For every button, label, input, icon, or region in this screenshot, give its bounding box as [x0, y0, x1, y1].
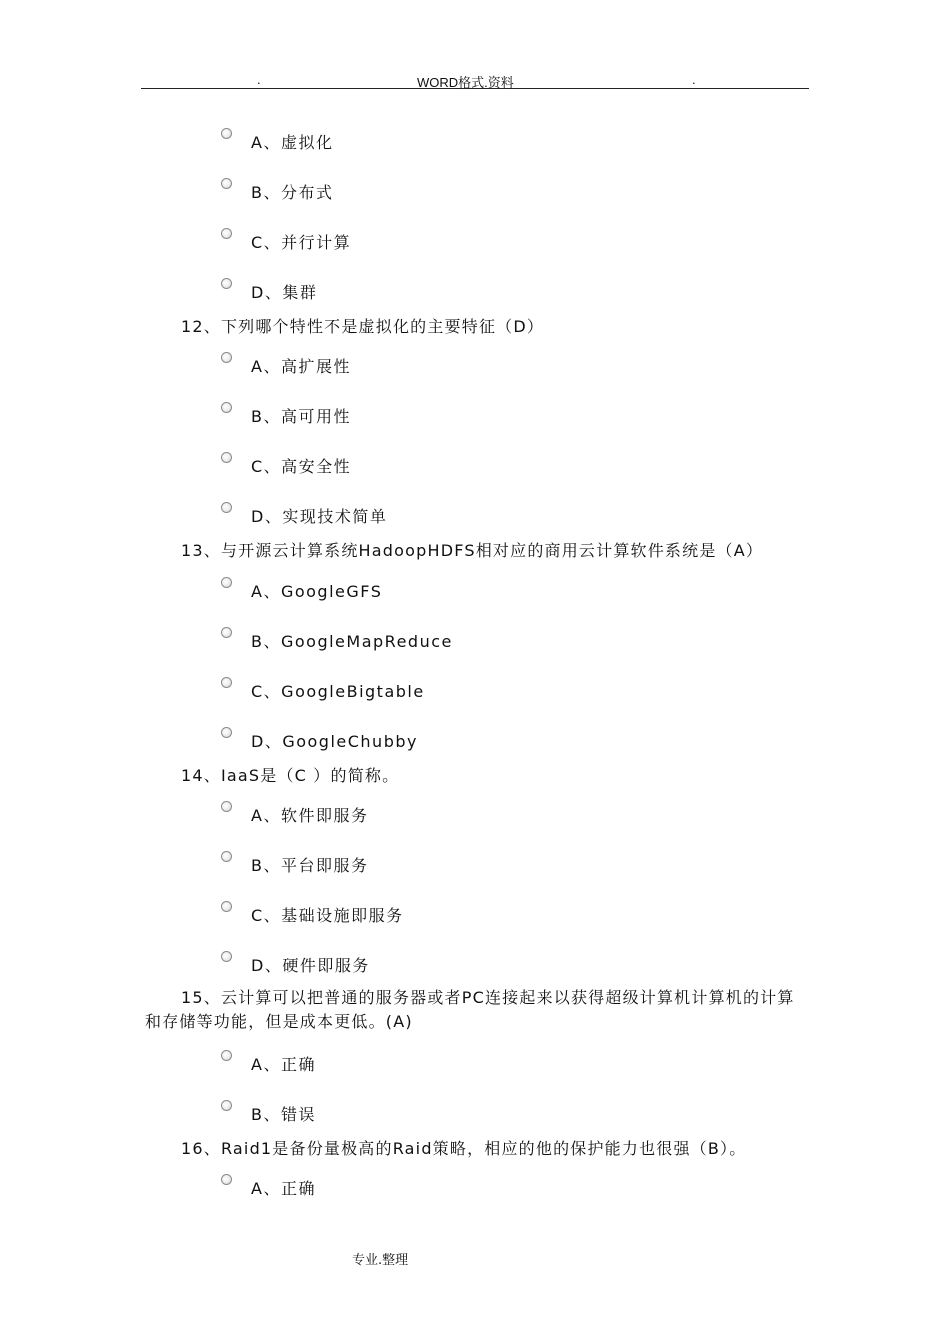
- option-label: C、基础设施即服务: [251, 906, 404, 925]
- option-label: D、实现技术简单: [251, 507, 388, 526]
- q11-option-c[interactable]: [221, 228, 351, 254]
- header-right-mark: .: [692, 72, 696, 87]
- radio-icon[interactable]: [221, 278, 232, 289]
- radio-icon[interactable]: [221, 178, 232, 189]
- radio-icon[interactable]: [221, 1174, 232, 1185]
- radio-icon[interactable]: [221, 801, 232, 812]
- radio-icon[interactable]: [221, 1050, 232, 1061]
- q14-text: 14、IaaS是（C ）的简称。: [181, 766, 400, 785]
- radio-icon[interactable]: [221, 851, 232, 862]
- option-label: A、GoogleGFS: [251, 582, 383, 601]
- header-left-mark: .: [257, 72, 261, 87]
- q13-option-c[interactable]: [221, 677, 425, 703]
- q13-option-a[interactable]: [221, 577, 382, 603]
- q11-option-a[interactable]: [221, 128, 333, 154]
- radio-icon[interactable]: [221, 128, 232, 139]
- q11-option-b[interactable]: [221, 178, 333, 204]
- q14-option-d[interactable]: [221, 951, 370, 977]
- page-footer: 专业.整理: [352, 1253, 409, 1268]
- header-title: WORD格式.资料: [417, 75, 514, 90]
- radio-icon[interactable]: [221, 228, 232, 239]
- q12-text: 12、下列哪个特性不是虚拟化的主要特征（D）: [181, 317, 545, 336]
- option-label: D、集群: [251, 283, 318, 302]
- q15-option-a[interactable]: [221, 1050, 316, 1076]
- option-label: A、正确: [251, 1179, 316, 1198]
- radio-icon[interactable]: [221, 402, 232, 413]
- radio-icon[interactable]: [221, 452, 232, 463]
- q13-option-b[interactable]: [221, 627, 453, 653]
- radio-icon[interactable]: [221, 502, 232, 513]
- option-label: B、错误: [251, 1105, 316, 1124]
- option-label: A、正确: [251, 1055, 316, 1074]
- option-label: A、高扩展性: [251, 357, 351, 376]
- q12-option-a[interactable]: [221, 352, 351, 378]
- q13-option-d[interactable]: [221, 727, 418, 753]
- option-label: B、分布式: [251, 183, 334, 202]
- page-header: [141, 66, 809, 89]
- radio-icon[interactable]: [221, 1100, 232, 1111]
- option-label: B、高可用性: [251, 407, 351, 426]
- radio-icon[interactable]: [221, 951, 232, 962]
- radio-icon[interactable]: [221, 727, 232, 738]
- q11-option-d[interactable]: [221, 278, 317, 304]
- radio-icon[interactable]: [221, 352, 232, 363]
- q14-option-c[interactable]: [221, 901, 404, 927]
- q12-option-d[interactable]: [221, 502, 387, 528]
- q16-text: 16、Raid1是备份量极高的Raid策略，相应的他的保护能力也很强（B）。: [181, 1139, 747, 1158]
- q13-text: 13、与开源云计算系统HadoopHDFS相对应的商用云计算软件系统是（A）: [181, 541, 764, 560]
- q14-option-b[interactable]: [221, 851, 368, 877]
- q16-option-a[interactable]: [221, 1174, 316, 1200]
- radio-icon[interactable]: [221, 577, 232, 588]
- option-label: B、平台即服务: [251, 856, 369, 875]
- option-label: C、GoogleBigtable: [251, 682, 425, 701]
- option-label: A、软件即服务: [251, 806, 369, 825]
- q15-option-b[interactable]: [221, 1100, 316, 1126]
- option-label: D、硬件即服务: [251, 956, 370, 975]
- option-label: B、GoogleMapReduce: [251, 632, 453, 651]
- q12-option-c[interactable]: [221, 452, 351, 478]
- q14-option-a[interactable]: [221, 801, 368, 827]
- option-label: D、GoogleChubby: [251, 732, 418, 751]
- option-label: C、高安全性: [251, 457, 352, 476]
- q12-option-b[interactable]: [221, 402, 351, 428]
- option-label: C、并行计算: [251, 233, 352, 252]
- q15-text: 15、云计算可以把普通的服务器或者PC连接起来以获得超级计算机计算机的计算和存储等功能，但是成本更低。(A): [145, 988, 795, 1031]
- radio-icon[interactable]: [221, 627, 232, 638]
- radio-icon[interactable]: [221, 901, 232, 912]
- option-label: A、虚拟化: [251, 133, 334, 152]
- radio-icon[interactable]: [221, 677, 232, 688]
